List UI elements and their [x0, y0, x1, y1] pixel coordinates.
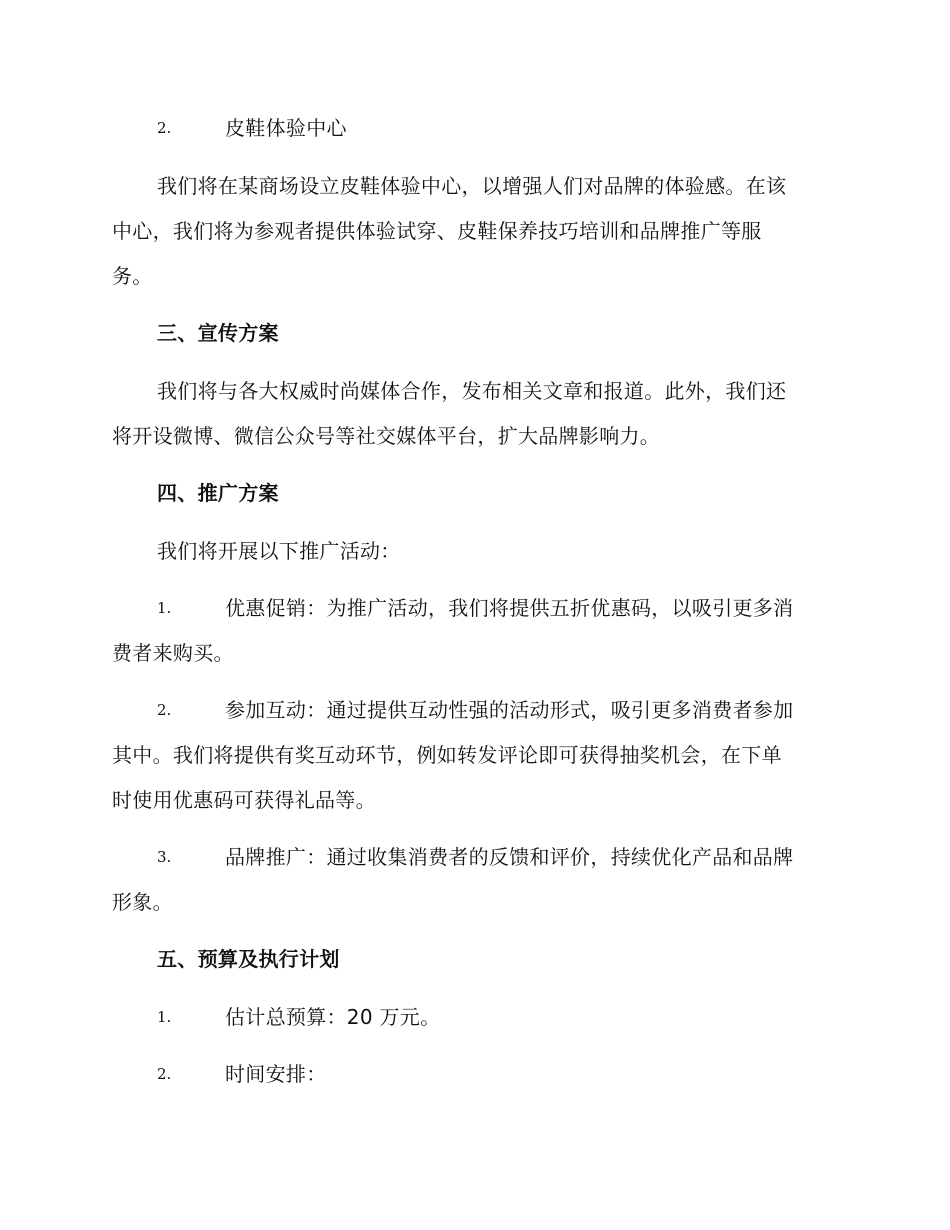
list-item-text: 时间安排： [225, 1062, 327, 1086]
list-item-text: 其中。我们将提供有奖互动环节，例如转发评论即可获得抽奖机会，在下单 [112, 743, 782, 767]
list-item-text: 优惠促销：为推广活动，我们将提供五折优惠码，以吸引更多消 [225, 596, 794, 620]
list-item-text: 时使用优惠码可获得礼品等。 [112, 788, 376, 812]
paragraph-line: 我们将在某商场设立皮鞋体验中心，以增强人们对品牌的体验感。在该 [157, 174, 787, 198]
list-item-text: 形象。 [112, 890, 173, 914]
paragraph-line: 我们将与各大权威时尚媒体合作，发布相关文章和报道。此外，我们还 [157, 379, 787, 403]
list-item-text: 品牌推广：通过收集消费者的反馈和评价，持续优化产品和品牌 [225, 845, 794, 869]
list-item-text: 估计总预算：20 万元。 [225, 1005, 441, 1029]
list-number: 1. [157, 1008, 172, 1026]
list-number: 2. [157, 1065, 172, 1083]
list-number: 1. [157, 599, 172, 617]
list-number: 2. [157, 119, 172, 137]
list-number: 2. [157, 701, 172, 719]
paragraph-line: 我们将开展以下推广活动： [157, 539, 401, 563]
section-heading: 四、推广方案 [157, 481, 279, 505]
subsection-title: 皮鞋体验中心 [225, 116, 347, 140]
paragraph-line: 将开设微博、微信公众号等社交媒体平台，扩大品牌影响力。 [112, 424, 661, 448]
list-number: 3. [157, 848, 172, 866]
list-item-text: 参加互动：通过提供互动性强的活动形式，吸引更多消费者参加 [225, 698, 794, 722]
section-heading: 三、宣传方案 [157, 321, 279, 345]
section-heading: 五、预算及执行计划 [157, 947, 340, 971]
list-item-text: 费者来购买。 [112, 641, 234, 665]
paragraph-line: 中心，我们将为参观者提供体验试穿、皮鞋保养技巧培训和品牌推广等服 [112, 219, 762, 243]
paragraph-line: 务。 [112, 264, 153, 288]
